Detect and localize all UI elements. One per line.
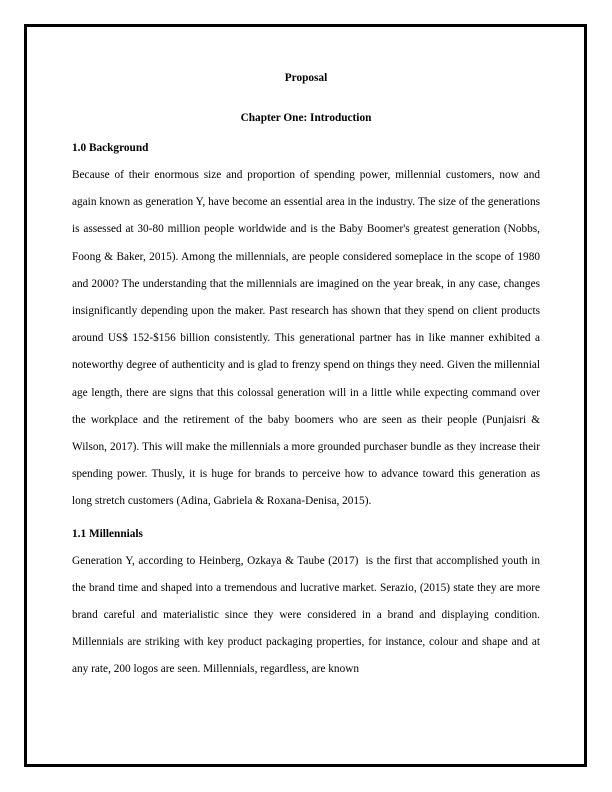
- background-paragraph: Because of their enormous size and proportion of spending power, millennial customers, now and again known as generation Y, have become an essential area in the industry. The size of the generations is assessed at 30-80 million people worldwide and is the Baby Boomer's greatest generation (Nobbs, Foong & Baker, 2015). Among the millennials, are people considered someplace in the scope of 1980 and 2000? The understanding that the millennials are imagined on the year break, in any case, changes insignificantly depending upon the maker. Past research has shown that they spend on client products around US$ 152-$156 billion consistently. This generational partner has in like manner exhibited a noteworthy degree of authenticity and is glad to frenzy spend on things they need. Given the millennial age length, there are signs that this colossal generation will in a little while expecting command over the workplace and the retirement of the baby boomers who are seen as their people (Punjaisri & Wilson, 2017). This will make the millennials a more grounded purchaser bundle as they increase their spending power. Thusly, it is huge for brands to perceive how to advance toward this generation as long stretch customers (Adina, Gabriela & Roxana-Denisa, 2015).: [72, 169, 543, 508]
- document-body: [72, 68, 543, 684]
- millennials-paragraph: Generation Y, according to Heinberg, Ozkaya & Taube (2017) is the first that accomplished youth in the brand time and shaped into a tremendous and lucrative market. Serazio, (2015) state they are more brand careful and materialistic since they were considered in a brand and displaying condition. Millennials are striking with key product packaging properties, for instance, colour and shape and at any rate, 200 logos are seen. Millennials, regardless, are known: [72, 554, 543, 676]
- chapter-title: Chapter One: Introduction: [240, 112, 372, 124]
- section-heading-background: 1.0 Background: [72, 142, 149, 154]
- document-title: Proposal: [284, 72, 328, 84]
- section-heading-millennials: 1.1 Millennials: [72, 527, 143, 540]
